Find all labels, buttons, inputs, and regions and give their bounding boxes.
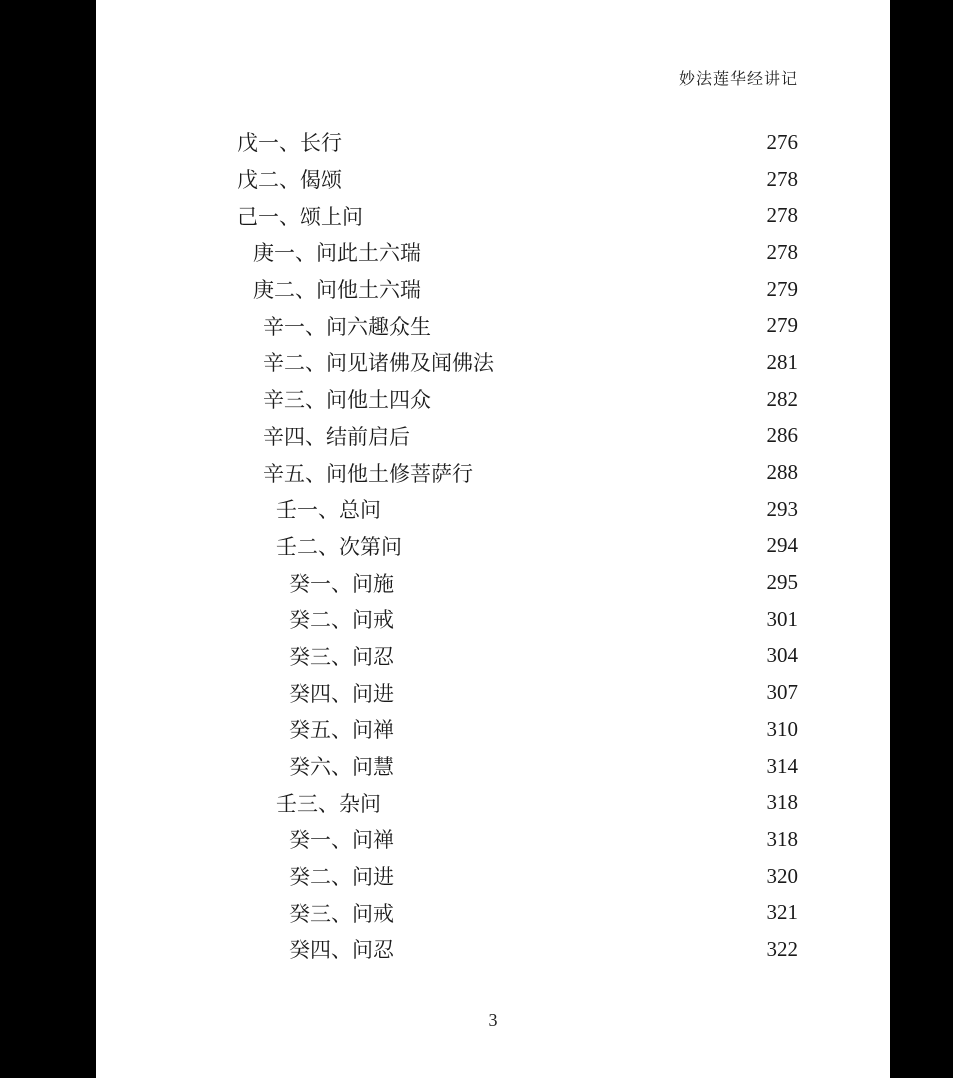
toc-entry-label: 癸四、问忍	[289, 938, 394, 963]
dot-leader	[416, 425, 746, 446]
toc-entry	[96, 858, 890, 895]
toc-entry-page: 314	[766, 753, 798, 778]
toc-entry	[96, 931, 890, 968]
toc-entry	[96, 381, 890, 418]
book-page	[96, 0, 890, 1078]
toc-entry	[96, 528, 890, 565]
toc-entry-label: 癸一、问禅	[289, 828, 394, 853]
toc-entry-label: 癸三、问戒	[289, 901, 394, 926]
toc-entry-page: 294	[766, 533, 798, 558]
toc-entry	[96, 491, 890, 528]
toc-entry	[96, 894, 890, 931]
toc-entry	[96, 344, 890, 381]
toc-entry-label: 辛三、问他土四众	[263, 388, 431, 413]
toc-entry-label: 戊二、偈颂	[237, 168, 342, 193]
dot-leader	[348, 169, 746, 190]
toc-entry	[96, 821, 890, 858]
toc-entry-label: 戊一、长行	[237, 131, 342, 156]
toc-entry-label: 辛四、结前启后	[263, 424, 410, 449]
toc-entry-page: 304	[766, 643, 798, 668]
toc-entry	[96, 418, 890, 455]
toc-entry	[96, 271, 890, 308]
toc-entry-page: 322	[766, 936, 798, 961]
toc-entry-label: 壬三、杂问	[276, 791, 381, 816]
toc-entry-page: 278	[766, 166, 798, 191]
dot-leader	[387, 792, 746, 813]
toc-entry-label: 壬二、次第问	[276, 534, 402, 559]
dot-leader	[400, 682, 746, 703]
dot-leader	[437, 389, 746, 410]
toc-entry-page: 318	[766, 790, 798, 815]
toc-entry-page: 282	[766, 386, 798, 411]
toc-entry-page: 279	[766, 313, 798, 338]
running-header-title: 妙法莲华经讲记	[678, 69, 798, 88]
dot-leader	[400, 939, 746, 960]
toc-entry-page: 293	[766, 496, 798, 521]
dot-leader	[348, 132, 746, 153]
dot-leader	[400, 902, 746, 923]
toc-entry-page: 318	[766, 826, 798, 851]
toc-entry-label: 癸五、问禅	[289, 718, 394, 743]
toc-entry-label: 辛五、问他土修菩萨行	[263, 461, 473, 486]
toc-entry-page: 278	[766, 239, 798, 264]
toc-entry-label: 己一、颂上问	[237, 204, 363, 229]
dot-leader	[479, 462, 746, 483]
toc-entry-label: 庚二、问他土六瑞	[253, 278, 421, 303]
toc-entry	[96, 161, 890, 198]
dot-leader	[427, 279, 746, 300]
toc-entry	[96, 638, 890, 675]
table-of-contents	[96, 124, 890, 968]
dot-leader	[437, 315, 746, 336]
toc-entry-page: 310	[766, 716, 798, 741]
toc-entry-page: 281	[766, 349, 798, 374]
toc-entry-label: 癸一、问施	[289, 571, 394, 596]
dot-leader	[369, 205, 746, 226]
toc-entry-label: 壬一、总问	[276, 498, 381, 523]
toc-entry-page: 279	[766, 276, 798, 301]
dot-leader	[408, 535, 746, 556]
toc-entry-page: 288	[766, 460, 798, 485]
dot-leader	[400, 645, 746, 666]
toc-entry-label: 癸三、问忍	[289, 644, 394, 669]
dot-leader	[400, 866, 746, 887]
toc-entry	[96, 711, 890, 748]
toc-entry	[96, 748, 890, 785]
dot-leader	[500, 352, 746, 373]
toc-entry-page: 321	[766, 900, 798, 925]
toc-entry-label: 癸二、问进	[289, 865, 394, 890]
toc-entry	[96, 601, 890, 638]
toc-entry-page: 307	[766, 680, 798, 705]
toc-entry-page: 320	[766, 863, 798, 888]
toc-entry	[96, 124, 890, 161]
toc-entry	[96, 454, 890, 491]
toc-entry	[96, 234, 890, 271]
toc-entry-page: 278	[766, 203, 798, 228]
toc-entry	[96, 564, 890, 601]
toc-entry-label: 癸二、问戒	[289, 608, 394, 633]
toc-entry-page: 286	[766, 423, 798, 448]
toc-entry	[96, 197, 890, 234]
toc-entry	[96, 674, 890, 711]
toc-entry-page: 295	[766, 570, 798, 595]
dot-leader	[387, 499, 746, 520]
toc-entry-page: 301	[766, 606, 798, 631]
toc-entry-label: 庚一、问此土六瑞	[253, 241, 421, 266]
toc-entry	[96, 784, 890, 821]
toc-entry-label: 癸六、问慧	[289, 755, 394, 780]
toc-entry-label: 辛一、问六趣众生	[263, 314, 431, 339]
toc-entry	[96, 307, 890, 344]
toc-entry-page: 276	[766, 129, 798, 154]
dot-leader	[427, 242, 746, 263]
toc-entry-label: 辛二、问见诸佛及闻佛法	[263, 351, 494, 376]
page-number: 3	[488, 1010, 498, 1030]
dot-leader	[400, 829, 746, 850]
dot-leader	[400, 719, 746, 740]
dot-leader	[400, 756, 746, 777]
dot-leader	[400, 609, 746, 630]
toc-entry-label: 癸四、问进	[289, 681, 394, 706]
dot-leader	[400, 572, 746, 593]
